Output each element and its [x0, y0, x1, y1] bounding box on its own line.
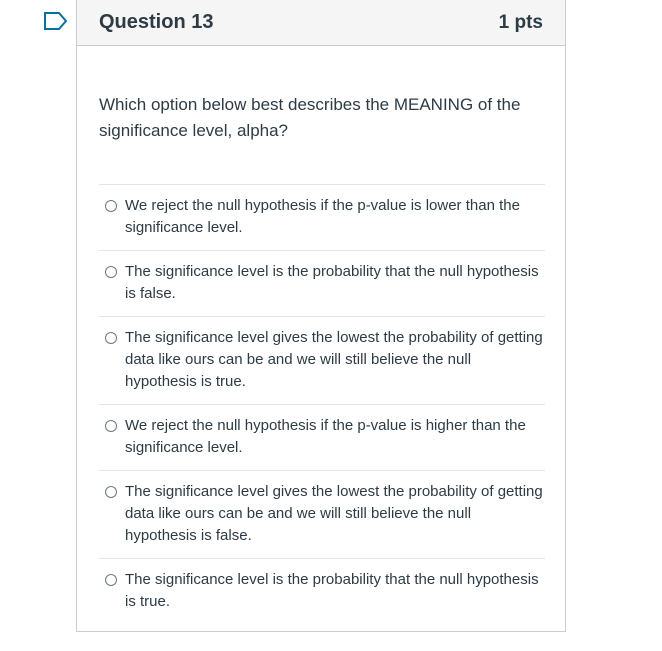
- radio-button[interactable]: [105, 200, 117, 212]
- question-text: Which option below best describes the MEANING of the significance level, alpha?: [99, 95, 521, 140]
- answer-label[interactable]: The significance level gives the lowest the probability of getting data like ours can be and we will still believe the null hypothesis is true.: [125, 329, 543, 390]
- answer-label[interactable]: The significance level is the probability that the null hypothesis is true.: [125, 571, 539, 610]
- answer-list: [99, 184, 545, 624]
- question-header: [77, 0, 565, 46]
- answer-option-3[interactable]: [99, 316, 545, 404]
- radio-button[interactable]: [105, 486, 117, 498]
- answer-label[interactable]: The significance level gives the lowest the probability of getting data like ours can be and we will still believe the null hypothesis is false.: [125, 483, 543, 544]
- radio-button[interactable]: [105, 420, 117, 432]
- answer-option-6[interactable]: [99, 558, 545, 624]
- question-title: Question 13: [99, 11, 214, 33]
- answer-option-5[interactable]: [99, 470, 545, 558]
- answer-label[interactable]: We reject the null hypothesis if the p-value is lower than the significance level.: [125, 197, 520, 236]
- radio-button[interactable]: [105, 574, 117, 586]
- answer-option-1[interactable]: [99, 184, 545, 250]
- radio-button[interactable]: [105, 266, 117, 278]
- answer-label[interactable]: The significance level is the probability that the null hypothesis is false.: [125, 263, 539, 302]
- answer-label[interactable]: We reject the null hypothesis if the p-value is higher than the significance level.: [125, 417, 526, 456]
- answer-option-4[interactable]: [99, 404, 545, 470]
- question-card: [76, 0, 566, 632]
- flag-question-icon[interactable]: [44, 12, 68, 30]
- answer-option-2[interactable]: [99, 250, 545, 316]
- radio-button[interactable]: [105, 332, 117, 344]
- question-body: [77, 46, 565, 624]
- question-points: 1 pts: [498, 11, 543, 33]
